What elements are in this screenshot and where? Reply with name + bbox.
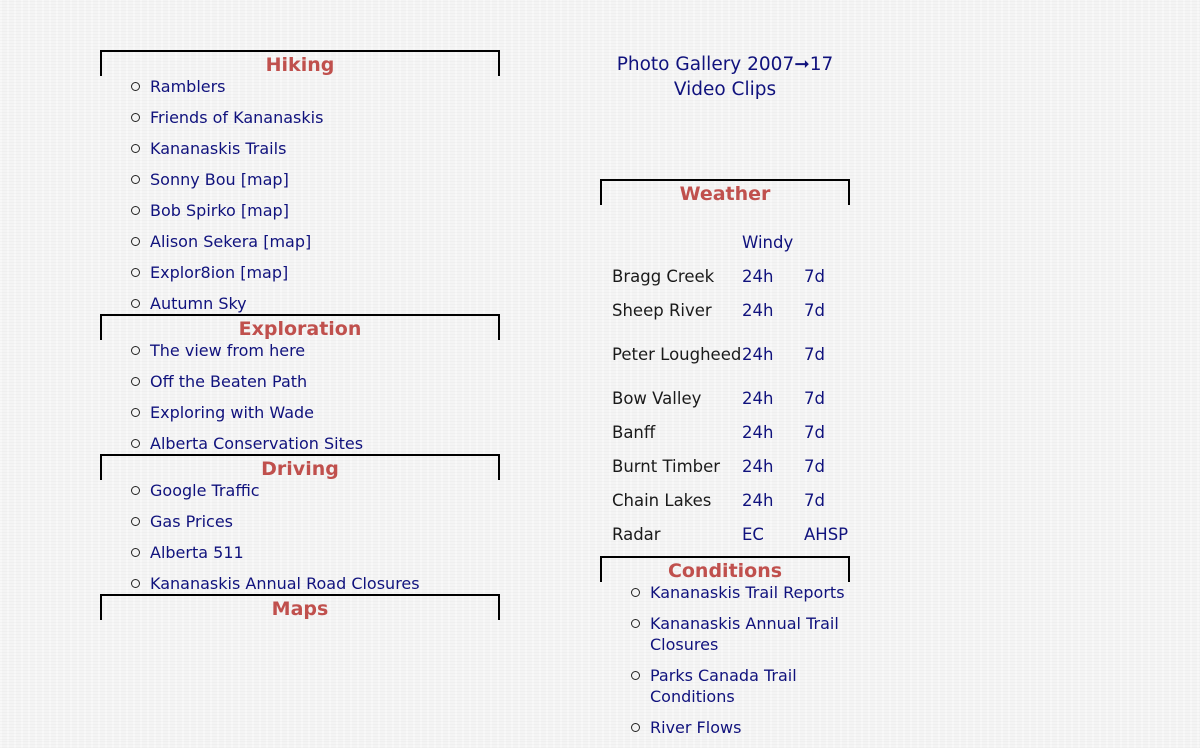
forecast-24h-link[interactable]: 24h	[742, 300, 774, 320]
list-item	[150, 433, 500, 454]
autumn-sky-link[interactable]: Autumn Sky	[150, 294, 247, 313]
list-item	[150, 76, 500, 97]
forecast-24h-link[interactable]: 24h	[742, 388, 774, 408]
list-item	[150, 511, 500, 532]
sonny-bou-link[interactable]: Sonny Bou	[150, 170, 236, 189]
forecast-7d-link[interactable]: 7d	[804, 490, 825, 510]
friends-of-kananaskis-link[interactable]: Friends of Kananaskis	[150, 108, 324, 127]
location-name: Radar	[612, 524, 661, 544]
location-name: Sheep River	[612, 300, 712, 320]
off-beaten-path-link[interactable]: Off the Beaten Path	[150, 372, 308, 391]
view-from-here-link[interactable]: The view from here	[150, 341, 306, 360]
table-row	[600, 483, 850, 517]
location-name: Chain Lakes	[612, 490, 712, 510]
forecast-7d-link[interactable]: 7d	[804, 344, 825, 364]
forecast-24h-link[interactable]: 24h	[742, 490, 774, 510]
exploring-with-wade-link[interactable]: Exploring with Wade	[150, 403, 315, 422]
list-item	[650, 717, 850, 738]
weather-heading: Weather	[600, 179, 850, 205]
list-item	[150, 542, 500, 563]
explor8ion-map-link[interactable]: [map]	[240, 263, 289, 282]
radar-ec-link[interactable]: EC	[742, 524, 764, 544]
gallery-links	[600, 50, 850, 102]
photo-gallery-link[interactable]: Photo Gallery 2007➞17	[616, 54, 834, 75]
forecast-24h-link[interactable]: 24h	[742, 422, 774, 442]
list-item	[150, 262, 500, 283]
location-name: Bow Valley	[612, 388, 702, 408]
list-item	[650, 613, 850, 655]
radar-ahsp-link[interactable]: AHSP	[804, 524, 849, 544]
table-row	[600, 449, 850, 483]
google-traffic-link[interactable]: Google Traffic	[150, 481, 260, 500]
forecast-7d-link[interactable]: 7d	[804, 456, 825, 476]
maps-heading: Maps	[100, 594, 500, 620]
location-name: Burnt Timber	[612, 456, 721, 476]
table-row	[600, 293, 850, 327]
location-name: Peter Lougheed	[612, 344, 742, 364]
conditions-heading: Conditions	[600, 556, 850, 582]
conditions-links	[600, 582, 850, 738]
bob-spirko-map-link[interactable]: [map]	[240, 201, 289, 220]
exploration-links	[100, 340, 500, 454]
gas-prices-link[interactable]: Gas Prices	[150, 512, 233, 531]
weather-table	[600, 225, 850, 551]
kananaskis-trails-link[interactable]: Kananaskis Trails	[150, 139, 287, 158]
driving-links	[100, 480, 500, 594]
list-item	[150, 200, 500, 221]
left-column	[100, 50, 500, 620]
table-row	[600, 327, 850, 381]
alberta-conservation-sites-link[interactable]: Alberta Conservation Sites	[150, 434, 364, 453]
list-item	[150, 371, 500, 392]
table-row	[600, 225, 850, 259]
exploration-heading: Exploration	[100, 314, 500, 340]
list-item	[150, 573, 500, 594]
kananaskis-road-closures-link[interactable]: Kananaskis Annual Road Closures	[150, 574, 420, 593]
list-item	[150, 402, 500, 423]
list-item	[150, 138, 500, 159]
list-item	[150, 107, 500, 128]
list-item	[650, 665, 850, 707]
list-item	[150, 169, 500, 190]
windy-link[interactable]: Windy	[742, 232, 794, 252]
bob-spirko-link[interactable]: Bob Spirko	[150, 201, 236, 220]
table-row	[600, 381, 850, 415]
location-name: Banff	[612, 422, 656, 442]
list-item	[150, 340, 500, 361]
list-item	[150, 293, 500, 314]
river-flows-link[interactable]: River Flows	[650, 718, 742, 737]
hiking-links	[100, 76, 500, 314]
forecast-7d-link[interactable]: 7d	[804, 422, 825, 442]
video-clips-link[interactable]: Video Clips	[673, 79, 777, 100]
explor8ion-link[interactable]: Explor8ion	[150, 263, 236, 282]
table-row	[600, 259, 850, 293]
alberta-511-link[interactable]: Alberta 511	[150, 543, 244, 562]
sonny-bou-map-link[interactable]: [map]	[240, 170, 289, 189]
list-item	[150, 231, 500, 252]
hiking-heading: Hiking	[100, 50, 500, 76]
ramblers-link[interactable]: Ramblers	[150, 77, 226, 96]
list-item	[650, 582, 850, 603]
driving-heading: Driving	[100, 454, 500, 480]
right-column	[600, 50, 850, 748]
alison-sekera-map-link[interactable]: [map]	[263, 232, 312, 251]
forecast-24h-link[interactable]: 24h	[742, 344, 774, 364]
parks-canada-trail-conditions-link[interactable]: Parks Canada Trail Conditions	[650, 666, 797, 706]
forecast-7d-link[interactable]: 7d	[804, 266, 825, 286]
kananaskis-trail-closures-link[interactable]: Kananaskis Annual Trail Closures	[650, 614, 839, 654]
forecast-7d-link[interactable]: 7d	[804, 388, 825, 408]
forecast-24h-link[interactable]: 24h	[742, 456, 774, 476]
list-item	[150, 480, 500, 501]
forecast-24h-link[interactable]: 24h	[742, 266, 774, 286]
alison-sekera-link[interactable]: Alison Sekera	[150, 232, 259, 251]
table-row	[600, 415, 850, 449]
table-row	[600, 517, 850, 551]
kananaskis-trail-reports-link[interactable]: Kananaskis Trail Reports	[650, 583, 845, 602]
forecast-7d-link[interactable]: 7d	[804, 300, 825, 320]
location-name: Bragg Creek	[612, 266, 715, 286]
